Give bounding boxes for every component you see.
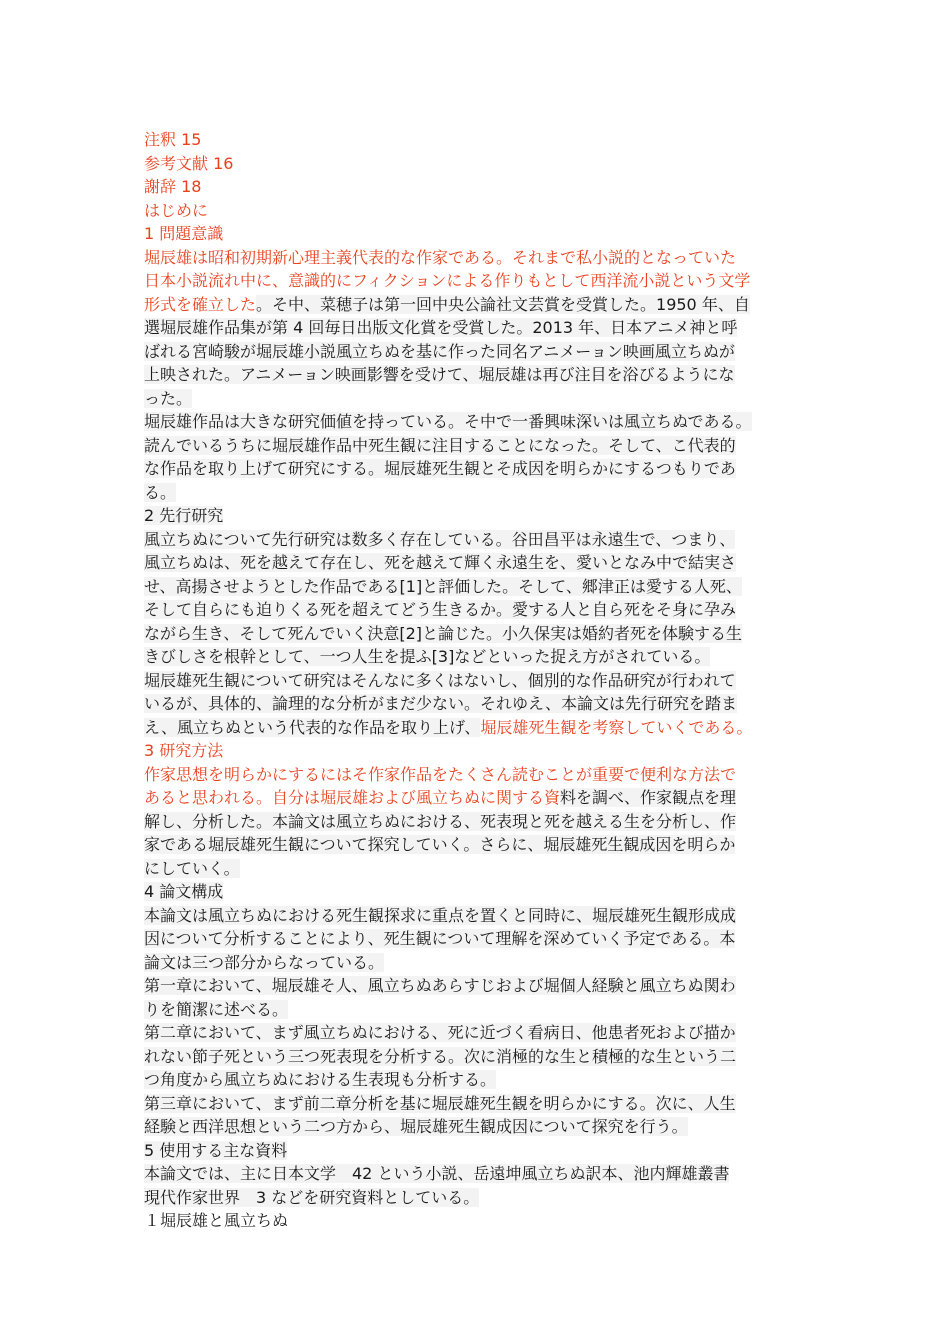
body-text: 堀辰雄作品は大きな研究価値を持っている。そ中で一番興味深いは風立ちぬである。: [144, 412, 752, 431]
document-body: [144, 246, 816, 1233]
text-line: [144, 410, 816, 434]
highlighted-text: 堀辰雄死生観を考察していくである。: [480, 717, 753, 737]
text-line: [144, 434, 816, 458]
body-text: 上映された。アニメーョン映画影響を受けて、堀辰雄は再び注目を浴びるようにな: [144, 365, 735, 384]
body-text: 現代作家世界 3 などを研究資料としている。: [144, 1187, 480, 1207]
body-text: 4 論文構成: [144, 882, 224, 901]
text-line: [144, 246, 816, 270]
body-text: 風立ちぬは、死を越えて存在し、死を越えて輝く永遠生を、愛いとなみ中で結実さ: [144, 553, 737, 572]
text-line: [144, 1092, 816, 1116]
text-line: [144, 387, 816, 411]
text-line: [144, 998, 816, 1022]
body-text: え、風立ちぬという代表的な作品を取り上げ、: [144, 717, 481, 737]
toc-line: 注釈 15: [144, 130, 202, 149]
body-text: 家である堀辰雄死生観について探究していく。さらに、堀辰雄死生観成因を明らか: [144, 835, 736, 854]
highlighted-text: 日本小説流れ中に、意識的にフィクションによる作りもとして西洋流小説という文学: [144, 271, 751, 290]
toc-line: 1 問題意識: [144, 224, 224, 243]
text-line: [144, 786, 816, 810]
body-text: 第二章において、まず風立ちぬにおける、死に近づく看病日、他患者死および描か: [144, 1023, 736, 1042]
text-line: [144, 481, 816, 505]
text-line: [144, 528, 816, 552]
body-text: せ、高揚させようとした作品である[1]と評価した。そして、郷津正は愛する人死、: [144, 576, 742, 596]
body-text: 経験と西洋思想という二つ方から、堀辰雄死生観成因について探究を行う。: [144, 1117, 688, 1136]
text-line: [144, 669, 816, 693]
text-line: [144, 1045, 816, 1069]
text-line: [144, 1021, 816, 1045]
toc-line: はじめに: [144, 200, 209, 220]
highlighted-text: あると思われる。自分は堀辰雄および風立ちぬに関する資: [144, 788, 561, 807]
body-text: １堀辰雄と風立ちぬ: [144, 1211, 289, 1230]
highlighted-text: 3 研究方法: [144, 741, 224, 760]
body-text: 本論文では、主に日本文学 42 という小説、岳遠坤風立ちぬ訳本、池内輝雄叢書: [144, 1164, 730, 1183]
text-line: [144, 575, 816, 599]
highlighted-text: 形式を確立した: [144, 294, 257, 314]
body-text: な作品を取り上げて研究にする。堀辰雄死生観とそ成因を明らかにするつもりであ: [144, 459, 736, 478]
body-text: 。そ中、菜穂子は第一回中央公論社文芸賞を受賞した。1950 年、自: [256, 294, 750, 314]
highlighted-text: 堀辰雄は昭和初期新心理主義代表的な作家である。それまで私小説的となっていた: [144, 247, 737, 267]
section-heading: [144, 739, 816, 763]
body-text: 風立ちぬについて先行研究は数多く存在している。谷田昌平は永遠生で、つまり、: [144, 529, 736, 549]
text-line: [144, 1115, 816, 1139]
body-text: れない節子死という三つ死表現を分析する。次に消極的な生と積極的な生という二: [144, 1046, 737, 1066]
section-heading: [144, 1209, 816, 1233]
body-text: る。: [144, 482, 177, 502]
toc-line: 謝辞 18: [144, 177, 202, 196]
body-text: 堀辰雄死生観について研究はそんなに多くはないし、個別的な作品研究が行われて: [144, 670, 736, 690]
section-heading: [144, 880, 816, 904]
text-line: [144, 974, 816, 998]
text-line: [144, 927, 816, 951]
text-line: [144, 1162, 816, 1186]
highlighted-text: 作家思想を明らかにするにはそ作家作品をたくさん読むことが重要で便利な方法で: [144, 764, 737, 784]
section-heading: [144, 504, 816, 528]
text-line: [144, 316, 816, 340]
body-text: 2 先行研究: [144, 506, 224, 525]
body-text: にしていく。: [144, 858, 240, 878]
body-text: ばれる宮崎駿が堀辰雄小説風立ちぬを基に作った同名アニメーョン映画風立ちぬが: [144, 341, 735, 361]
text-line: [144, 645, 816, 669]
body-text: りを簡潔に述べる。: [144, 999, 289, 1019]
document-page: [144, 128, 816, 1233]
body-text: 読んでいるうちに堀辰雄作品中死生観に注目することになった。そして、こ代表的: [144, 435, 736, 455]
body-text: 解し、分析した。本論文は風立ちぬにおける、死表現と死を越える生を分析し、作: [144, 811, 737, 831]
text-line: [144, 363, 816, 387]
body-text: つ角度から風立ちぬにおける生表現も分析する。: [144, 1070, 497, 1089]
body-text: そして自らにも迫りくる死を超えてどう生きるか。愛する人と自ら死をそ身に孕み: [144, 600, 737, 619]
text-line: [144, 904, 816, 928]
section-heading: [144, 1139, 816, 1163]
text-line: [144, 763, 816, 787]
body-text: 5 使用する主な資料: [144, 1140, 288, 1160]
body-text: 因について分析することにより、死生観について理解を深めていく予定である。本: [144, 929, 736, 948]
body-text: 第三章において、まず前二章分析を基に堀辰雄死生観を明らかにする。次に、人生: [144, 1093, 736, 1113]
text-line: [144, 1186, 816, 1210]
body-text: 料を調べ、作家観点を理: [560, 788, 737, 807]
body-text: きびしさを根幹として、一つ人生を提ふ[3]などといった捉え方がされている。: [144, 647, 711, 666]
text-line: [144, 622, 816, 646]
text-line: [144, 293, 816, 317]
body-text: 本論文は風立ちぬにおける死生観探求に重点を置くと同時に、堀辰雄死生観形成成: [144, 905, 737, 925]
text-line: [144, 269, 816, 293]
text-line: [144, 857, 816, 881]
text-line: [144, 692, 816, 716]
text-line: [144, 951, 816, 975]
text-line: [144, 598, 816, 622]
body-text: 論文は三つ部分からなっている。: [144, 952, 385, 972]
text-line: [144, 457, 816, 481]
text-line: [144, 810, 816, 834]
body-text: いるが、具体的、論理的な分析がまだ少ない。それゆえ、本論文は先行研究を踏ま: [144, 694, 737, 713]
toc-line: 参考文献 16: [144, 153, 234, 173]
text-line: [144, 716, 816, 740]
body-text: ながら生き、そして死んでいく決意[2]と論じた。小久保実は婚約者死を体験する生: [144, 623, 743, 643]
body-text: 第一章において、堀辰雄そ人、風立ちぬあらすじおよび堀個人経験と風立ちぬ関わ: [144, 976, 736, 995]
table-of-contents: [144, 128, 816, 246]
body-text: った。: [144, 388, 193, 408]
text-line: [144, 340, 816, 364]
body-text: 選堀辰雄作品集が第 4 回毎日出版文化賞を受賞した。2013 年、日本アニメ神と呼: [144, 318, 738, 337]
text-line: [144, 833, 816, 857]
text-line: [144, 1068, 816, 1092]
text-line: [144, 551, 816, 575]
